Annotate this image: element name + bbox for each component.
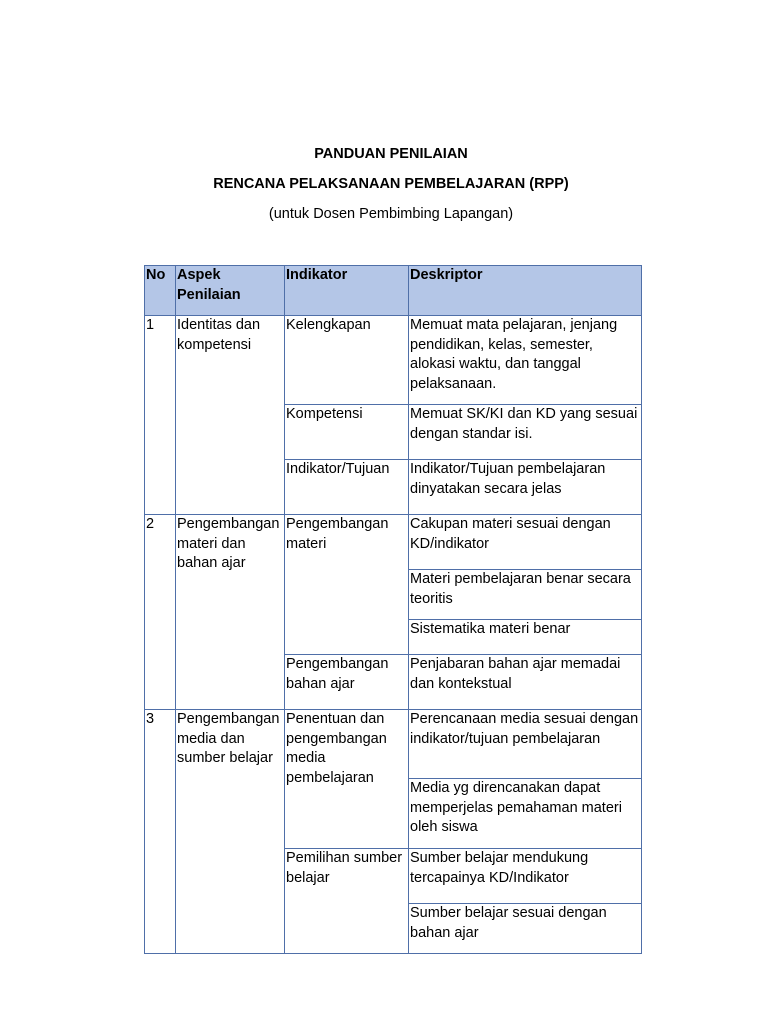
- row-aspek: Pengembangan materi dan bahan ajar: [176, 515, 285, 710]
- row-aspek: Identitas dan kompetensi: [176, 316, 285, 515]
- header-aspek: Aspek Penilaian: [176, 266, 285, 316]
- table-row: [145, 316, 642, 405]
- row-indikator: Pengembangan bahan ajar: [285, 655, 409, 710]
- row-indikator: Indikator/Tujuan: [285, 460, 409, 515]
- row-no: 1: [145, 316, 176, 515]
- table-header-row: [145, 266, 642, 316]
- row-deskriptor: Sumber belajar mendukung tercapainya KD/Indikator: [409, 849, 642, 904]
- document-title: PANDUAN PENILAIAN: [314, 146, 468, 162]
- row-deskriptor: Materi pembelajaran benar secara teoritis: [409, 570, 642, 620]
- document-audience: (untuk Dosen Pembimbing Lapangan): [268, 206, 514, 222]
- assessment-table: [144, 265, 642, 954]
- header-deskriptor: Deskriptor: [409, 266, 642, 316]
- table-row: [145, 515, 642, 570]
- row-deskriptor: Perencanaan media sesuai dengan indikator/tujuan pembelajaran: [409, 710, 642, 779]
- row-deskriptor: Penjabaran bahan ajar memadai dan kontekstual: [409, 655, 642, 710]
- row-no: 3: [145, 710, 176, 954]
- row-indikator: Pengembangan materi: [285, 515, 409, 655]
- table-row: [145, 710, 642, 779]
- row-deskriptor: Memuat mata pelajaran, jenjang pendidikan, kelas, semester, alokasi waktu, dan tanggal pelaksanaan.: [409, 316, 642, 405]
- row-deskriptor: Cakupan materi sesuai dengan KD/indikator: [409, 515, 642, 570]
- row-deskriptor: Sistematika materi benar: [409, 620, 642, 655]
- row-deskriptor: Media yg direncanakan dapat memperjelas pemahaman materi oleh siswa: [409, 779, 642, 849]
- row-indikator: Pemilihan sumber belajar: [285, 849, 409, 954]
- header-no: No: [145, 266, 176, 316]
- header-indikator: Indikator: [285, 266, 409, 316]
- row-deskriptor: Indikator/Tujuan pembelajaran dinyatakan secara jelas: [409, 460, 642, 515]
- row-indikator: Kompetensi: [285, 405, 409, 460]
- row-aspek: Pengembangan media dan sumber belajar: [176, 710, 285, 954]
- row-indikator: Penentuan dan pengembangan media pembelajaran: [285, 710, 409, 849]
- row-deskriptor: Sumber belajar sesuai dengan bahan ajar: [409, 904, 642, 954]
- row-indikator: Kelengkapan: [285, 316, 409, 405]
- document-subtitle: RENCANA PELAKSANAAN PEMBELAJARAN (RPP): [213, 176, 569, 192]
- row-no: 2: [145, 515, 176, 710]
- row-deskriptor: Memuat SK/KI dan KD yang sesuai dengan standar isi.: [409, 405, 642, 460]
